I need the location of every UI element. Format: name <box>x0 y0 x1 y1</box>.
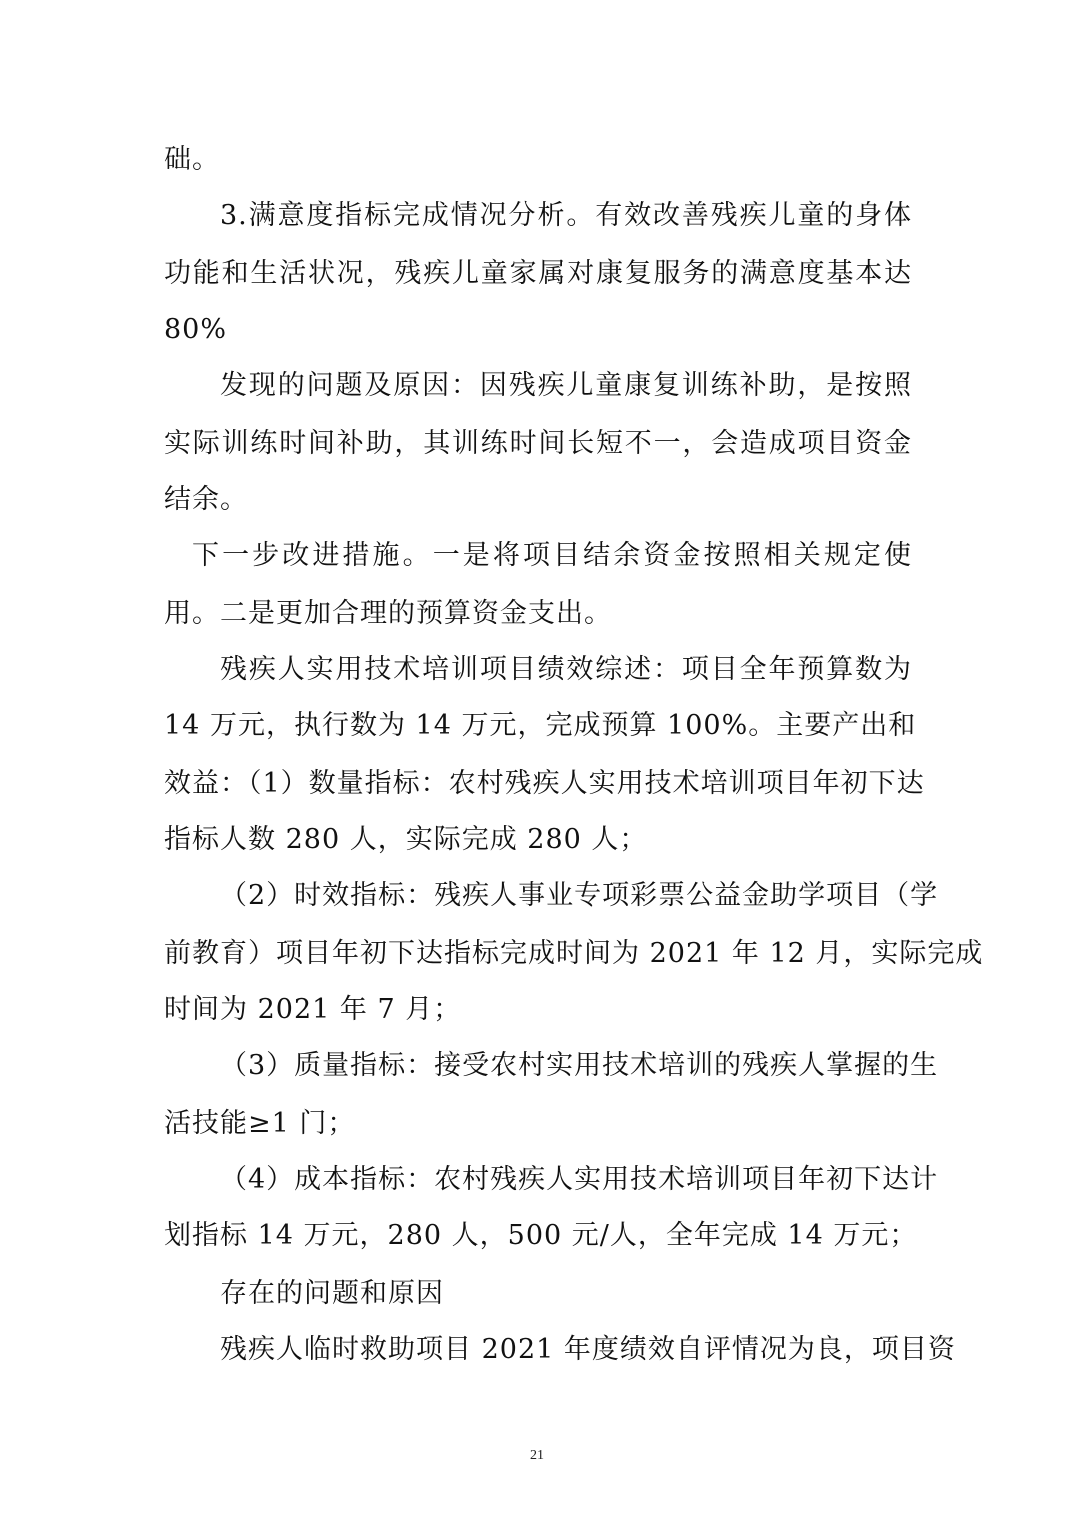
text-line: 发现的问题及原因：因残疾儿童康复训练补助，是按照 <box>220 370 912 401</box>
text-line: 前教育）项目年初下达指标完成时间为 2021 年 12 月，实际完成 <box>164 938 984 969</box>
text-line: 时间为 2021 年 7 月； <box>164 994 462 1025</box>
page-number: 21 <box>530 1448 544 1463</box>
section-heading-line: 残疾人实用技术培训项目绩效综述：项目全年预算数为 <box>220 654 912 685</box>
text-line: 残疾人临时救助项目 2021 年度绩效自评情况为良，项目资 <box>220 1334 956 1365</box>
text-line: 3.满意度指标完成情况分析。有效改善残疾儿童的身体 <box>220 200 912 231</box>
text-line: 80% <box>164 314 228 345</box>
text-line: （2）时效指标：残疾人事业专项彩票公益金助学项目（学 <box>220 880 939 911</box>
text-line: 下一步改进措施。一是将项目结余资金按照相关规定使 <box>192 540 912 571</box>
subheading-line: 存在的问题和原因 <box>220 1278 444 1309</box>
text-line: 实际训练时间补助，其训练时间长短不一，会造成项目资金 <box>164 428 912 459</box>
text-line: 14 万元，执行数为 14 万元，完成预算 100%。主要产出和 <box>164 710 917 741</box>
text-line: 用。二是更加合理的预算资金支出。 <box>164 598 612 629</box>
text-line: 结余。 <box>164 484 248 515</box>
text-line: 效益：（1）数量指标：农村残疾人实用技术培训项目年初下达 <box>164 768 925 799</box>
text-line: 指标人数 280 人，实际完成 280 人； <box>164 824 648 855</box>
text-line: 础。 <box>164 144 220 175</box>
text-line: （3）质量指标：接受农村实用技术培训的残疾人掌握的生 <box>220 1050 939 1081</box>
text-line: 活技能≥1 门； <box>164 1108 356 1139</box>
text-line: （4）成本指标：农村残疾人实用技术培训项目年初下达计 <box>220 1164 939 1195</box>
text-line: 功能和生活状况，残疾儿童家属对康复服务的满意度基本达 <box>164 258 912 289</box>
text-line: 划指标 14 万元，280 人，500 元/人，全年完成 14 万元； <box>164 1220 918 1251</box>
